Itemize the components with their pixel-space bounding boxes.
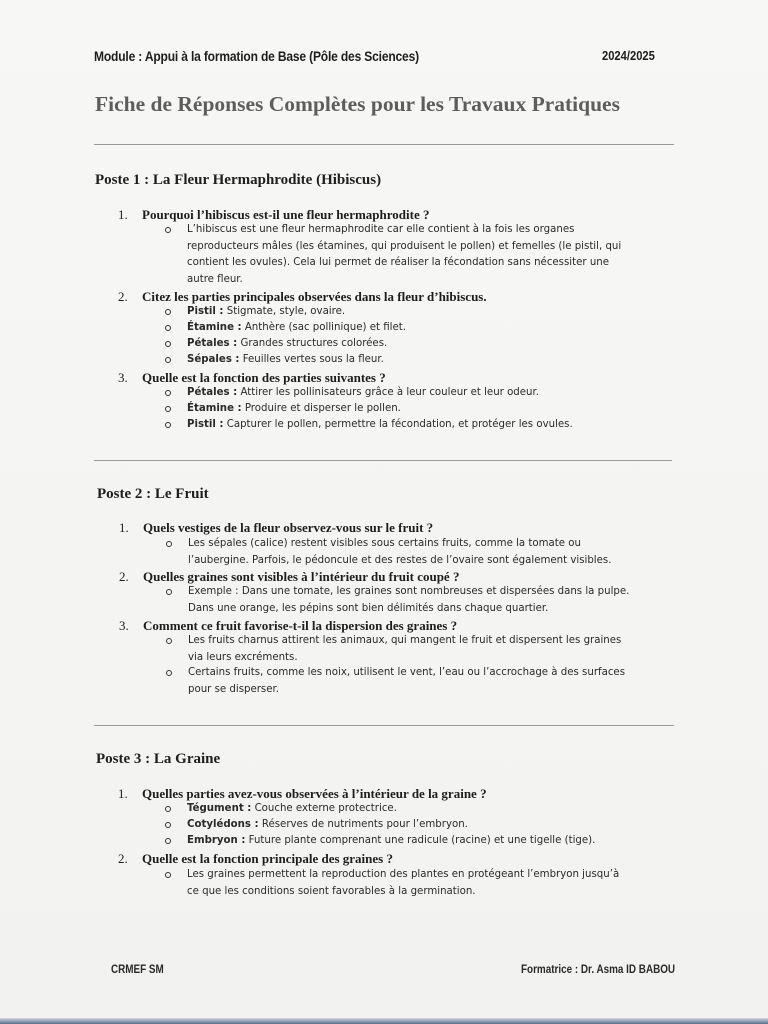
answer-text: Attirer les pollinisateurs grâce à leur couleur et leur odeur. bbox=[237, 387, 539, 398]
section-title-poste-3: Poste 3 : La Graine bbox=[96, 751, 221, 767]
answer-text: Stigmate, style, ovaire. bbox=[223, 306, 346, 317]
answer-item bbox=[187, 385, 539, 402]
question-number: 2. bbox=[119, 569, 129, 584]
bullet-icon bbox=[165, 806, 171, 812]
bullet-icon bbox=[165, 227, 171, 233]
answer-line: reproducteurs mâles (les étamines, qui produisent le pollen) et femelles (le pistil, qui bbox=[187, 240, 622, 252]
module-header: Module : Appui à la formation de Base (Pôle des Sciences) bbox=[94, 48, 419, 64]
answer-label: Étamine : bbox=[187, 322, 242, 333]
answer-line: pour se disperser. bbox=[188, 683, 279, 695]
bullet-icon bbox=[166, 589, 172, 595]
bullet-icon bbox=[165, 872, 171, 878]
bullet-icon bbox=[165, 309, 171, 315]
question-number: 3. bbox=[118, 370, 128, 385]
bullet-icon bbox=[165, 406, 171, 412]
bullet-icon bbox=[165, 325, 171, 331]
answer-item bbox=[188, 633, 621, 666]
answer-item bbox=[187, 867, 619, 900]
question-number: 3. bbox=[119, 618, 129, 633]
bullet-icon bbox=[165, 822, 171, 828]
bullet-icon bbox=[165, 422, 171, 428]
academic-year: 2024/2025 bbox=[602, 48, 655, 63]
answer-text: Capturer le pollen, permettre la fécondation, et protéger les ovules. bbox=[223, 419, 573, 430]
question-number: 2. bbox=[118, 289, 128, 304]
answer-item bbox=[187, 817, 468, 834]
answer-line: Les sépales (calice) restent visibles sous certains fruits, comme la tomate ou bbox=[188, 538, 581, 549]
answer-label: Étamine : bbox=[187, 403, 242, 414]
answer-item bbox=[187, 401, 401, 418]
question-number: 2. bbox=[118, 851, 128, 866]
bullet-icon bbox=[166, 638, 172, 644]
answer-text: Réserves de nutriments pour l’embryon. bbox=[258, 819, 468, 830]
answer-line: Exemple : Dans une tomate, les graines sont nombreuses et dispersées dans la pulpe. bbox=[188, 586, 630, 597]
answer-text: Grandes structures colorées. bbox=[237, 338, 388, 349]
answer-line: Dans une orange, les pépins sont bien délimités dans chaque quartier. bbox=[188, 602, 549, 614]
bullet-icon bbox=[166, 670, 172, 676]
question-text: Quelles parties avez-vous observées à l’intérieur de la graine ? bbox=[142, 786, 487, 801]
section-title-poste-2: Poste 2 : Le Fruit bbox=[97, 486, 209, 502]
question-text: Pourquoi l’hibiscus est-il une fleur hermaphrodite ? bbox=[142, 207, 430, 222]
answer-line: ce que les conditions soient favorables à la germination. bbox=[187, 885, 476, 897]
answer-line: l’aubergine. Parfois, le pédoncule et des restes de l’ovaire sont également visibles. bbox=[188, 554, 612, 566]
question-number: 1. bbox=[119, 520, 129, 535]
footer-instructor: Formatrice : Dr. Asma ID BABOU bbox=[521, 964, 676, 976]
divider bbox=[94, 144, 674, 145]
answer-item bbox=[187, 222, 621, 288]
answer-line: Les graines permettent la reproduction des plantes en protégeant l’embryon jusqu’à bbox=[187, 869, 620, 880]
answer-text: Future plante comprenant une radicule (racine) et une tigelle (tige). bbox=[245, 835, 596, 846]
answer-label: Embryon : bbox=[187, 835, 246, 846]
answer-item bbox=[187, 801, 397, 818]
question-text: Quels vestiges de la fleur observez-vous sur le fruit ? bbox=[143, 520, 434, 535]
answer-line: via leurs excréments. bbox=[188, 651, 298, 663]
answer-label: Pétales : bbox=[187, 338, 238, 349]
answer-label: Cotylédons : bbox=[187, 819, 259, 830]
bullet-icon bbox=[165, 357, 171, 363]
bullet-icon bbox=[165, 390, 171, 396]
answer-text: Produire et disperser le pollen. bbox=[241, 403, 401, 414]
answer-line: contient les ovules). Cela lui permet de réaliser la fécondation sans nécessiter une bbox=[187, 257, 609, 268]
answer-label: Pistil : bbox=[187, 419, 224, 430]
answer-item bbox=[188, 665, 625, 698]
page-edge bbox=[0, 1018, 768, 1024]
question-number: 1. bbox=[118, 207, 128, 222]
answer-text: Feuilles vertes sous la fleur. bbox=[239, 354, 384, 365]
question-text: Quelle est la fonction des parties suivantes ? bbox=[142, 370, 386, 385]
answer-line: Certains fruits, comme les noix, utilisent le vent, l’eau ou l’accrochage à des surfaces bbox=[188, 667, 626, 678]
bullet-icon bbox=[165, 838, 171, 844]
bullet-icon bbox=[165, 341, 171, 347]
answer-item bbox=[187, 833, 595, 850]
question-text: Quelles graines sont visibles à l’intérieur du fruit coupé ? bbox=[143, 569, 460, 584]
answer-line: autre fleur. bbox=[187, 273, 243, 285]
footer-institution: CRMEF SM bbox=[111, 964, 164, 976]
answer-label: Tégument : bbox=[187, 803, 252, 814]
answer-label: Pistil : bbox=[187, 306, 224, 317]
answer-item bbox=[187, 320, 406, 337]
answer-item bbox=[187, 304, 345, 321]
answer-line: Les fruits charnus attirent les animaux, qui mangent le fruit et dispersent les graines bbox=[188, 635, 622, 646]
answer-label: Sépales : bbox=[187, 354, 240, 365]
answer-item bbox=[187, 417, 573, 434]
question-text: Citez les parties principales observées dans la fleur d’hibiscus. bbox=[142, 289, 487, 304]
answer-text: Couche externe protectrice. bbox=[251, 803, 397, 814]
question-text: Quelle est la fonction principale des graines ? bbox=[142, 851, 393, 866]
divider bbox=[94, 460, 672, 461]
bullet-icon bbox=[166, 541, 172, 547]
divider bbox=[94, 725, 674, 726]
question-number: 1. bbox=[118, 786, 128, 801]
answer-item bbox=[188, 536, 611, 569]
question-text: Comment ce fruit favorise-t-il la dispersion des graines ? bbox=[143, 618, 458, 633]
answer-label: Pétales : bbox=[187, 387, 238, 398]
answer-item bbox=[187, 352, 384, 369]
answer-item bbox=[187, 336, 387, 353]
answer-text: Anthère (sac pollinique) et filet. bbox=[241, 322, 406, 333]
document-title: Fiche de Réponses Complètes pour les Travaux Pratiques bbox=[95, 92, 620, 116]
answer-line: L’hibiscus est une fleur hermaphrodite car elle contient à la fois les organes bbox=[187, 224, 575, 235]
answer-item bbox=[188, 584, 629, 617]
section-title-poste-1: Poste 1 : La Fleur Hermaphrodite (Hibiscus) bbox=[95, 172, 382, 188]
